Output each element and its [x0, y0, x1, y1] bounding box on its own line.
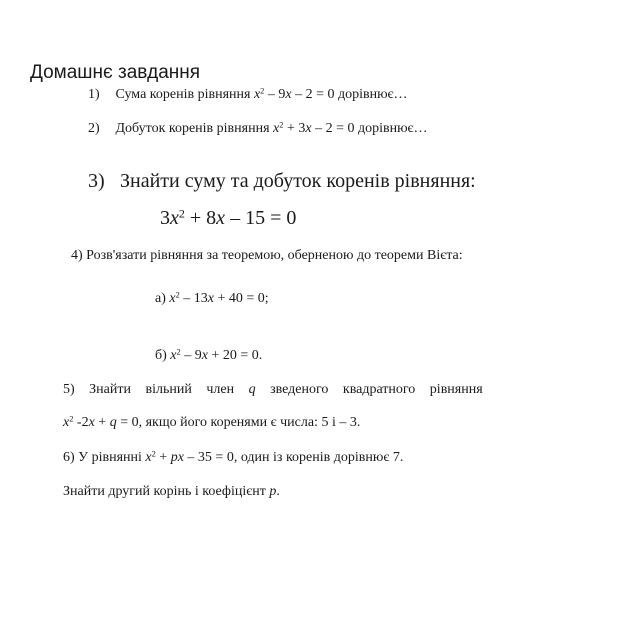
task-6-end: . — [276, 484, 280, 499]
task-4-b-tail: + 20 = 0. — [207, 348, 263, 363]
task-4-b — [155, 348, 262, 364]
task-1-lead: Сума коренів рівняння — [115, 87, 251, 102]
task-6-exponent: 2 — [151, 449, 156, 459]
task-5-lead: 5) Знайти вільний член — [63, 382, 249, 397]
task-1-var-x: x — [253, 87, 261, 102]
task-1-exponent: 2 — [260, 86, 265, 96]
task-6-tail: – 35 = 0, один із коренів дорівнює 7. — [183, 450, 404, 465]
page-title: Домашнє завдання — [30, 62, 201, 83]
task-5-line-1 — [63, 382, 483, 398]
task-4-a — [155, 291, 269, 307]
task-2-var-x2: x — [305, 121, 312, 136]
task-3-number: 3) — [88, 170, 105, 192]
task-4-b-label: б) — [155, 348, 171, 363]
task-5-plus: + — [94, 415, 110, 430]
task-2-lead: Добуток коренів рівняння — [115, 121, 270, 136]
task-4-b-exponent: 2 — [176, 347, 181, 357]
task-6-var-p: p — [170, 450, 178, 465]
task-3 — [88, 170, 476, 193]
task-5-line-2 — [63, 415, 360, 431]
task-5-var-q: q — [248, 382, 256, 397]
task-5-var-x2: x — [88, 415, 95, 430]
task-4-text: 4) Розв'язати рівняння за теоремою, оберненою до теореми Вієта: — [71, 248, 463, 263]
task-2-tail: – 2 = 0 дорівнює… — [311, 121, 428, 136]
task-6-var-p2: p — [269, 484, 277, 499]
task-2-mid: + 3 — [283, 121, 306, 136]
task-1-var-x2: x — [285, 87, 292, 102]
task-3-mid: + 8 — [184, 207, 217, 229]
task-5-exponent: 2 — [69, 414, 74, 424]
task-3-tail: – 15 = 0 — [225, 207, 297, 229]
task-4-a-var-x2: x — [207, 291, 215, 306]
task-5-mid: -2 — [73, 415, 89, 430]
task-2 — [88, 121, 428, 137]
task-2-var-x: x — [273, 121, 280, 136]
task-6-question: Знайти другий корінь і коефіцієнт — [63, 484, 270, 499]
task-4-b-mid: – 9 — [180, 348, 202, 363]
task-2-number: 2) — [88, 121, 100, 136]
task-3-coef: 3 — [160, 207, 170, 229]
task-4-a-exponent: 2 — [175, 290, 180, 300]
task-6-lead: 6) У рівнянні — [63, 450, 146, 465]
task-3-equation — [160, 207, 296, 230]
task-6-var-x: x — [145, 450, 152, 465]
task-2-exponent: 2 — [279, 120, 284, 130]
task-3-text: Знайти суму та добуток коренів рівняння: — [120, 170, 476, 192]
task-4-a-var-x: x — [169, 291, 176, 306]
task-6-line-1 — [63, 450, 403, 466]
task-6-var-x2: x — [177, 450, 184, 465]
task-1-tail: – 2 = 0 дорівнює… — [291, 87, 408, 102]
task-3-exponent: 2 — [178, 206, 185, 221]
task-5-lead-tail: зведеного квадратного рівняння — [255, 382, 483, 397]
task-3-var-x2: x — [216, 207, 226, 229]
task-1-mid: – 9 — [264, 87, 286, 102]
task-6-mid: + — [155, 450, 171, 465]
task-4-a-mid: – 13 — [179, 291, 208, 306]
task-1-number: 1) — [88, 87, 100, 102]
task-3-var-x: x — [170, 207, 179, 229]
task-5-tail: = 0, якщо його коренями є числа: 5 і – 3. — [116, 415, 361, 430]
task-4-a-tail: + 40 = 0; — [214, 291, 269, 306]
task-4-b-var-x2: x — [201, 348, 208, 363]
task-5-var-x: x — [63, 415, 70, 430]
task-4-a-label: а) — [155, 291, 170, 306]
task-4-b-var-x: x — [170, 348, 177, 363]
task-5-var-q2: q — [109, 415, 117, 430]
task-1 — [88, 87, 408, 103]
task-6-line-2 — [63, 484, 280, 500]
